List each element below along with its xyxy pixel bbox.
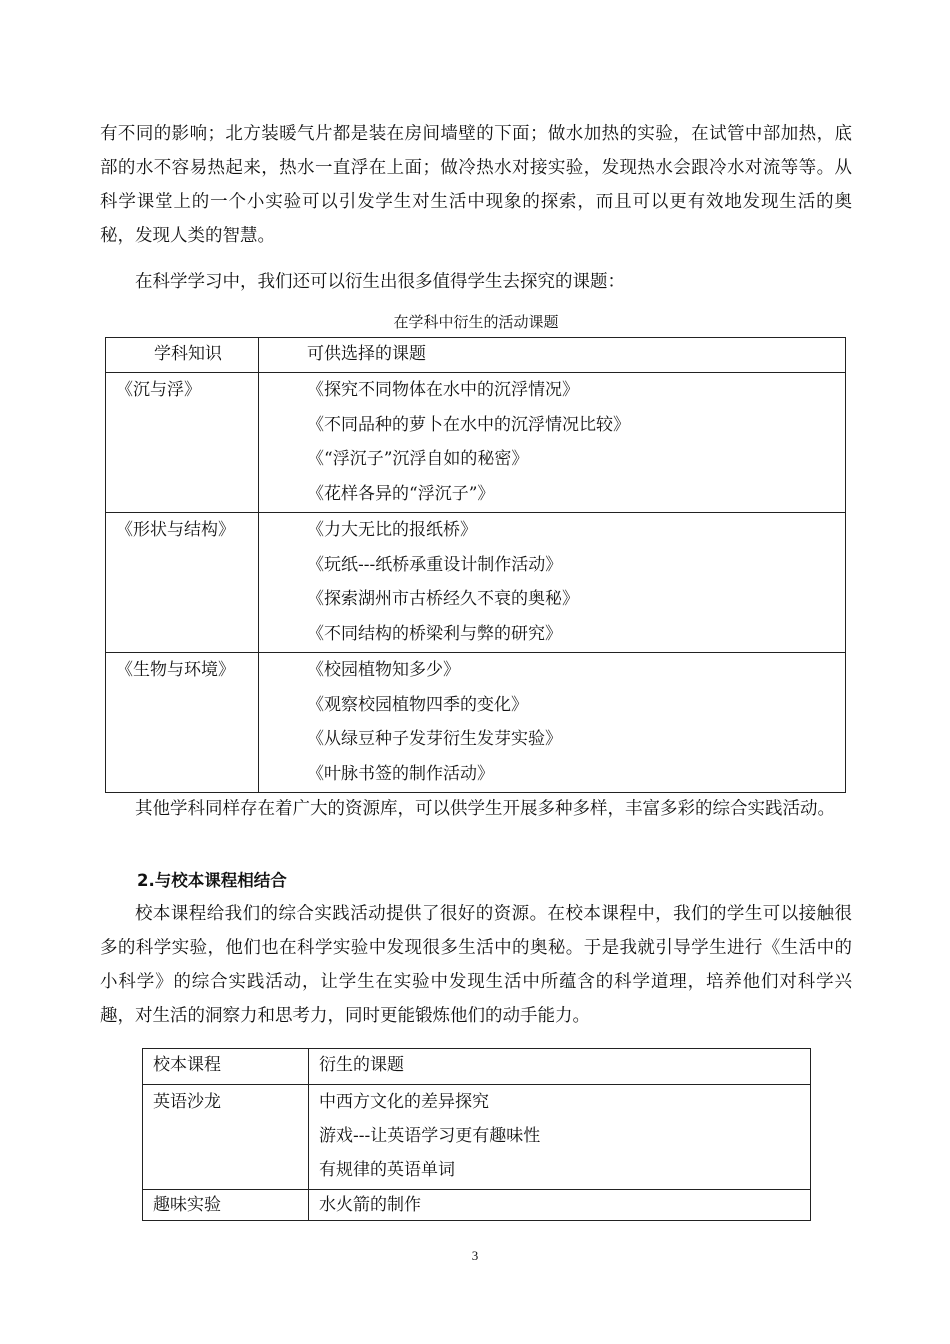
subject-cell xyxy=(106,653,259,793)
table-row xyxy=(143,1085,811,1190)
page-number: 3 xyxy=(471,1248,479,1263)
topic-item: 水火箭的制作 xyxy=(319,1195,421,1215)
intro-paragraph: 有不同的影响；北方装暖气片都是装在房间墙壁的下面；做水加热的实验，在试管中部加热，底部的水不容易热起来，热水一直浮在上面；做冷热水对接实验，发现热水会跟冷水对流等等。从科学课堂上的一个小实验可以引发学生对生活中现象的探索，而且可以更有效地发现生活的奥秘，发现人类的智慧。 xyxy=(100,124,852,246)
topics-cell xyxy=(309,1190,811,1221)
subject-name: 《形状与结构》 xyxy=(116,520,235,540)
table-row xyxy=(106,513,846,653)
table-row xyxy=(143,1190,811,1221)
topic-item: 《“浮沉子”沉浮自如的秘密》 xyxy=(307,449,529,469)
other-subjects-paragraph: 其他学科同样存在着广大的资源库，可以供学生开展多种多样，丰富多彩的综合实践活动。 xyxy=(135,799,835,819)
table-row xyxy=(106,653,846,793)
lead-in-text: 在科学学习中，我们还可以衍生出很多值得学生去探究的课题： xyxy=(135,272,625,292)
course-name: 趣味实验 xyxy=(153,1195,221,1215)
topic-item: 有规律的英语单词 xyxy=(319,1160,455,1180)
header-course: 校本课程 xyxy=(143,1049,309,1085)
school-curriculum-paragraph: 校本课程给我们的综合实践活动提供了很好的资源。在校本课程中，我们的学生可以接触很多的科学实验，他们也在科学实验中发现很多生活中的奥秘。于是我就引导学生进行《生活中的小科学》的综合实践活动，让学生在实验中发现生活中所蕴含的科学道理，培养他们对科学兴趣，对生活的洞察力和思考力，同时更能锻炼他们的动手能力。 xyxy=(100,904,852,1026)
topic-item: 《校园植物知多少》 xyxy=(307,660,460,680)
table-header-row xyxy=(143,1049,811,1085)
subject-name: 《生物与环境》 xyxy=(116,660,235,680)
section-heading: 2.与校本课程相结合 xyxy=(137,871,287,890)
topic-item: 中西方文化的差异探究 xyxy=(319,1092,489,1112)
topics-cell xyxy=(259,653,846,793)
topic-item: 《从绿豆种子发芽衍生发芽实验》 xyxy=(307,729,562,749)
course-cell xyxy=(143,1085,309,1190)
topic-item: 《花样各异的“浮沉子”》 xyxy=(307,483,495,504)
topics-cell xyxy=(259,513,846,653)
topics-cell xyxy=(259,373,846,513)
topic-item: 游戏---让英语学习更有趣味性 xyxy=(319,1126,541,1146)
topic-item: 《探究不同物体在水中的沉浮情况》 xyxy=(307,380,579,400)
topic-item: 《不同结构的桥梁利与弊的研究》 xyxy=(307,623,562,644)
table1-caption: 在学科中衍生的活动课题 xyxy=(393,313,559,331)
course-name: 英语沙龙 xyxy=(153,1092,221,1112)
subject-cell xyxy=(106,373,259,513)
course-cell xyxy=(143,1190,309,1221)
topics-cell xyxy=(309,1085,811,1190)
topic-item: 《玩纸---纸桥承重设计制作活动》 xyxy=(307,554,563,575)
subject-cell xyxy=(106,513,259,653)
header-topics: 可供选择的课题 xyxy=(259,338,846,373)
header-derived-topics: 衍生的课题 xyxy=(309,1049,811,1085)
subject-name: 《沉与浮》 xyxy=(116,380,201,400)
header-subject: 学科知识 xyxy=(106,338,259,373)
topic-item: 《力大无比的报纸桥》 xyxy=(307,520,477,540)
topic-item: 《不同品种的萝卜在水中的沉浮情况比较》 xyxy=(307,414,630,435)
topic-item: 《观察校园植物四季的变化》 xyxy=(307,694,528,715)
school-course-table xyxy=(142,1048,811,1221)
topic-item: 《探索湖州市古桥经久不衰的奥秘》 xyxy=(307,589,579,609)
table-row xyxy=(106,373,846,513)
table-header-row xyxy=(106,338,846,373)
topic-item: 《叶脉书签的制作活动》 xyxy=(307,763,494,784)
subject-topics-table xyxy=(105,337,846,793)
